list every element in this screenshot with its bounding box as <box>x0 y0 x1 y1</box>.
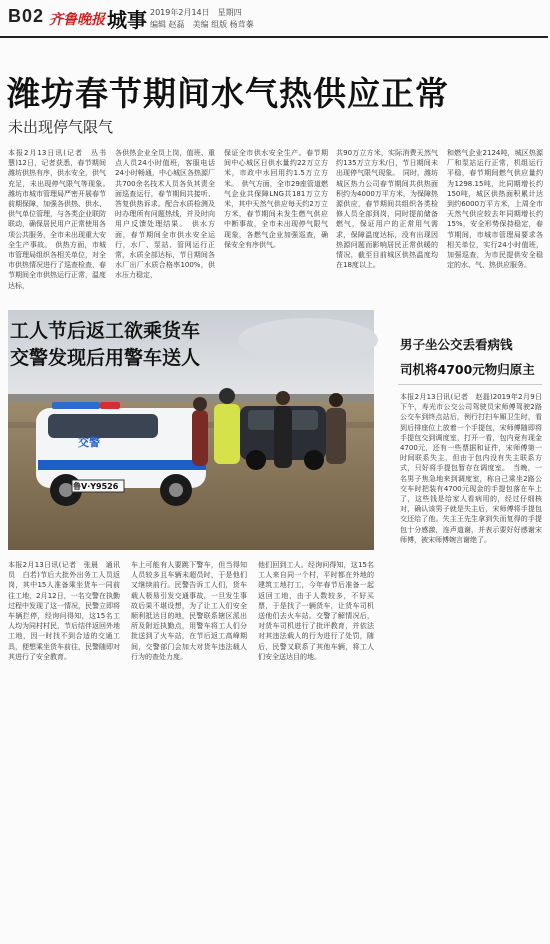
license-plate: 鲁V·Y9526 <box>73 482 119 491</box>
lead-column-3-text: 保证全市供水安全生产。春节期间中心城区日供水量约22万立方米，市政中水回用约1.5万立方米。 供气方面，全市29座管道燃气企业共保障LNG共181万立方米，其中天然气供应每天约2万立方米，春节期间未发生燃气供应中断事故，全市未出现停气限气现象，各燃气企业加强巡查，确保安全有序供气。 <box>224 149 328 249</box>
lead-column-1 <box>8 148 113 301</box>
story2-column-1-text: 本报2月13日讯(记者 张晨 通讯员 白若)节后大批外出务工人员返岗，其中15人准备乘坐货车一同前往工地，2月12日，一名交警在执勤过程中发现了这一情况，民警立即将车辆拦停，经询问得知，这15名工人均为同村村民，节后结伴返回外地工地，因一时找不到合适的交通工具，便想乘坐货车前往，民警随即对其进行了安全教育。 <box>8 561 120 661</box>
issue-date: 2019年2月14日 星期四 <box>150 8 242 17</box>
story2-headline <box>10 318 200 372</box>
story2-column-1 <box>8 560 120 710</box>
story2-column-3-text: 他们回到工人。经询问得知，这15名工人来自同一个村，平时都在外地的建筑工地打工，今年春节后准备一起返回工地，由于人数较多，不好买票，于是找了一辆货车，让货车司机送他们去火车站。交警了解情况后，对货车司机进行了批评教育，并依法对其违法载人的行为进行了处罚，随后，民警又联系了其他车辆，将工人们安全送达目的地。 <box>258 561 374 661</box>
story2-column-2 <box>131 560 247 710</box>
page-number: B02 <box>8 6 45 26</box>
police-car-label: 交警 <box>78 436 100 449</box>
lead-headline: 潍坊春节期间水气热供应正常 <box>7 74 449 113</box>
lead-column-5 <box>447 148 543 301</box>
story3-headline <box>400 332 535 382</box>
story3-column <box>400 392 542 714</box>
masthead-divider <box>0 36 548 38</box>
section-title: 城事 <box>107 8 147 32</box>
lead-column-1-text: 本报2月13日讯(记者 丛书慧)12日，记者获悉，春节期间潍坊供热有序，供水安全，供气充足，未出现停气限气等现象。 潍坊市城市管理局严密开展春节前期保障，加强各供热、供水、供气单位管理，与各类企业联防联动，确保居民用户正常使用各项公共服务，全市未出现重大安全生产事故。 供热方面，市城市管理局组织各相关单位，对全市供热情况进行了巡查检查，春节期间全市供热运行正常，温度达标， <box>8 149 113 290</box>
lead-column-5-text: 和燃气企业2124吨，城区热源厂和泵站运行正常，机组运行平稳，春节期间燃气供应量约为1298.15吨，比同期增长约150吨，城区供热面积累计达到约6000万平方米，上周全市天然气供应较去年同期增长约15%，安全形势保持稳定，春节期间，市城市管理局要求各相关单位，实行24小时值班，加强巡查，为市民提供安全稳定的水、气、热供应服务。 <box>447 149 543 270</box>
story3-headline-line1: 男子坐公交丢看病钱 <box>400 337 513 352</box>
lead-subhead: 未出现停气限气 <box>8 118 114 136</box>
lead-column-4 <box>336 148 438 301</box>
story2-column-2-text: 车上可能有人要跳下警车，但当得知人员较多且车辆未超员时，于是他们又继续前行。民警告诉工人们，货车载人极易引发交通事故，一旦发生事故后果不堪设想，为了让工人们安全顺利抵达目的地，民警联系辖区派出所及附近执勤点，用警车将工人们分批送到了火车站，在节后返工高峰期间，交警部门会加大对货车违法载人行为的查处力度。 <box>131 561 247 661</box>
masthead <box>0 0 550 40</box>
lead-column-3 <box>224 148 328 301</box>
lead-column-4-text: 共90万立方米，实际消费天然气约135万立方米/日，节日期间未出现停气限气现象。 同时，潍坊城区热力公司春节期间共供热面积约为4000万平方米，为保障热源供应，春节期间共组织各类检修人员全部到岗，同时提前储备燃气，保证用户的正常用气需求，保障温度达标，没有出现因热源问题而影响居民正常供暖的情况，截至目前城区供热温度均在18度以上。 <box>336 149 438 270</box>
story3-divider <box>398 384 542 385</box>
newspaper-logo: 齐鲁晚报 <box>49 12 105 28</box>
story3-column-text: 本报2月13日讯(记者 赵磊)2019年2月9日下午，寿光市公交公司驾驶员宋师傅驾驶2路公交车到终点站后，例行打扫车厢卫生时，看到后排座位上放着一个手提包，宋师傅随即将手提包交到调度室，打开一看，包内竟有现金4700元，还有一些票据和证件，宋师傅第一时间联系失主，但由于包内没有失主联系方式，只好将手提包暂存在调度室。 当晚，一名男子焦急地来到调度室，称自己乘坐2路公交车时把装有4700元现金的手提包落在车上了，这些钱是给家人看病用的，经过仔细核对，确认该男子就是失主后，宋师傅将手提包交还给了他。失主王先生拿到失而复得的手提包十分感激，连声道谢，并表示要好好感谢宋师傅，被宋师傅婉言谢绝了。 <box>400 393 542 544</box>
editor-credits: 编辑 赵磊 美编 组版 杨茸蓁 <box>150 20 254 29</box>
story2-headline-line1: 工人节后返工欲乘货车 <box>10 320 201 342</box>
story2-headline-line2: 交警发现后用警车送人 <box>10 347 201 369</box>
story2-column-3 <box>258 560 374 710</box>
lead-column-2-text: 各供热企业全员上岗，值班、重点人员24小时值班，客服电话24小时畅通，中心城区各热源厂共700余名技术人员各负其责全面巡查运行，春节期间共接听、答复供热诉求。配合水质检测及时办理所有问题热线，并及时向用户反馈处理结果。 供水方面，春节期间全市供水安全运行，水厂、泵站、管网运行正常，水质全部达标，节日期间各水厂出厂水质合格率100%，供水压力稳定， <box>115 149 215 280</box>
blank-page-area <box>8 718 548 944</box>
lead-column-2 <box>115 148 215 301</box>
story3-headline-line2: 司机将4700元物归原主 <box>400 362 535 377</box>
